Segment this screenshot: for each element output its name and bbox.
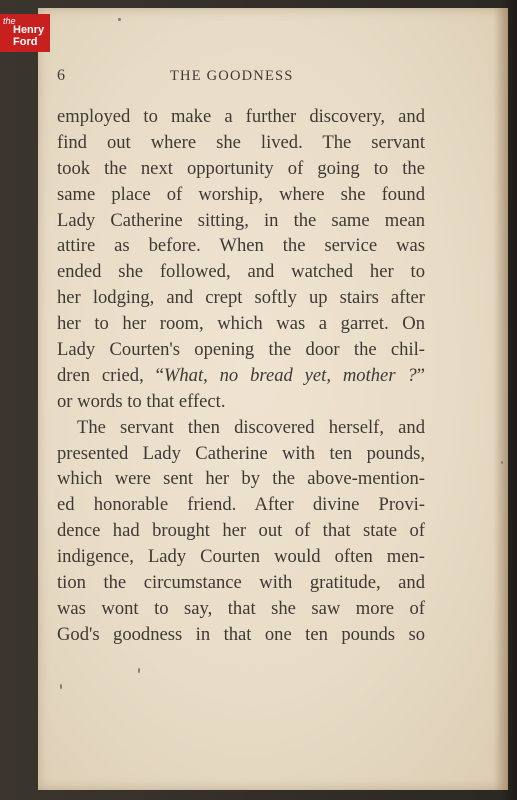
text-line: God's goodness in that one ten pounds so: [57, 623, 425, 645]
text-line: which were sent her by the above-mention-: [57, 468, 425, 490]
page-speck: [501, 461, 503, 464]
text-line: attire as before. When the service was: [57, 235, 425, 257]
logo-text-ford: Ford: [13, 36, 38, 48]
text-line: her lodging, and crept softly up stairs after: [57, 287, 425, 309]
text-line: presented Lady Catherine with ten pounds,: [57, 442, 425, 464]
page-number: 6: [57, 67, 65, 84]
text-line: her to her room, which was a garret. On: [57, 313, 425, 335]
text-line: dence had brought her out of that state of: [57, 520, 425, 542]
text-line: same place of worship, where she found: [57, 183, 425, 205]
text-line: The servant then discovered herself, and: [77, 416, 425, 438]
henry-ford-logo: [0, 14, 50, 52]
logo-text-henry: Henry: [13, 24, 45, 36]
page-edge-shadow: [494, 8, 508, 790]
running-head: THE GOODNESS: [170, 68, 294, 84]
page-speck: [118, 18, 121, 21]
logo-text-the: the: [3, 16, 16, 26]
text-line-quote: [57, 363, 425, 389]
text-line: was wont to say, that she saw more of: [57, 597, 425, 619]
text-line: took the next opportunity of going to the: [57, 157, 425, 179]
quote-prefix: dren cried, “: [57, 364, 164, 386]
text-line: ended she followed, and watched her to: [57, 261, 425, 283]
text-line: or words to that effect.: [57, 390, 226, 412]
text-line: employed to make a further discovery, and: [57, 106, 425, 127]
text-line: ed honorable friend. After divine Provi-: [57, 494, 425, 516]
text-line: Lady Catherine sitting, in the same mean: [57, 209, 425, 231]
page-speck: [138, 668, 140, 673]
text-line: find out where she lived. The servant: [57, 131, 425, 153]
quote-suffix: ”: [416, 364, 425, 386]
text-line: indigence, Lady Courten would often men-: [57, 546, 425, 568]
page-speck: [60, 684, 62, 689]
body-text: [57, 104, 425, 648]
quote-italic: What, no bread yet, mother ?: [163, 364, 417, 386]
text-line: tion the circumstance with gratitude, and: [57, 572, 425, 594]
text-line: Lady Courten's opening the door the chil-: [57, 339, 425, 361]
